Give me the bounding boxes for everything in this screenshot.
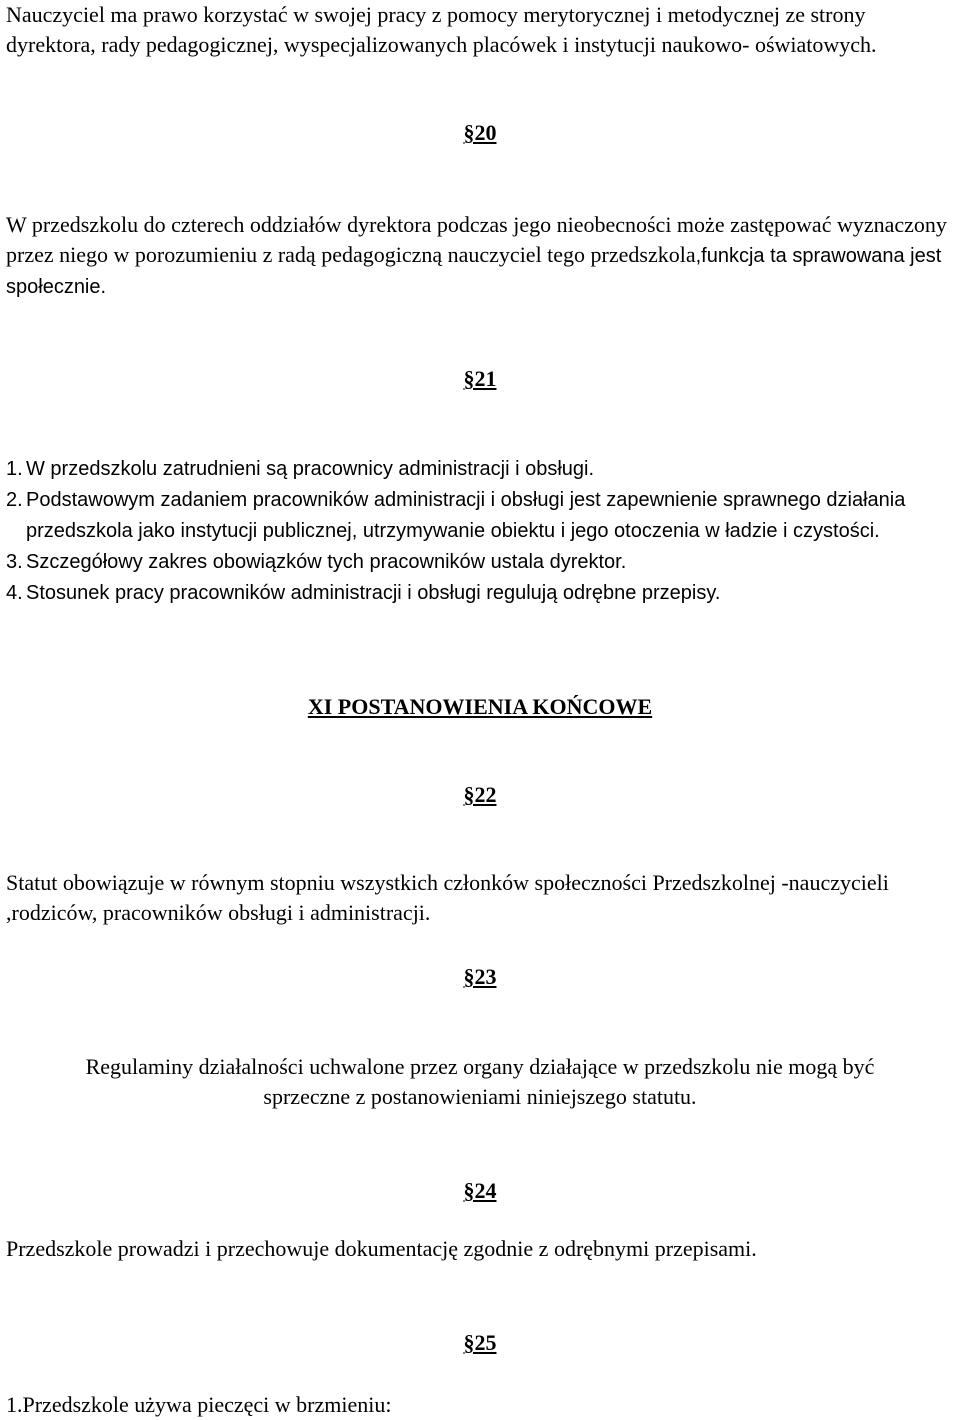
list-item: 3. Szczegółowy zakres obowiązków tych pracowników ustala dyrektor. <box>6 551 627 573</box>
section-20-heading: §20 <box>463 120 497 145</box>
paragraph-20-tail: ,funkcja ta sprawowana jest społecznie. <box>6 245 942 298</box>
list-item: 2. Podstawowym zadaniem pracowników administracji i obsługi jest zapewnienie sprawnego działania przedszkola jako instytucji publicznej, utrzymywanie obiektu i jego otoczenia w ładzie i czystości. <box>6 489 906 542</box>
section-24-heading: §24 <box>463 1178 497 1203</box>
paragraph-25: 1.Przedszkole używa pieczęci w brzmieniu: <box>6 1392 392 1417</box>
section-21-heading: §21 <box>463 366 497 391</box>
paragraph-23: Regulaminy działalności uchwalone przez organy działające w przedszkolu nie mogą być sprzeczne z postanowieniami niniejszego statutu. <box>85 1054 875 1109</box>
section-22-heading: §22 <box>463 782 497 807</box>
list-item: 4. Stosunek pracy pracowników administracji i obsługi regulują odrębne przepisy. <box>6 582 721 604</box>
paragraph-20 <box>6 210 956 302</box>
paragraph-top: Nauczyciel ma prawo korzystać w swojej pracy z pomocy merytorycznej i metodycznej ze strony dyrektora, rady pedagogicznej, wyspecjalizowanych placówek i instytucji naukowo- oświatowych. <box>6 2 877 57</box>
paragraph-20-main: W przedszkolu do czterech oddziałów dyrektora podczas jego nieobecności może zastępować wyznaczony przez niego w porozumieniu z radą pedagogiczną nauczyciel tego przedszkola <box>6 212 947 267</box>
section-23-heading: §23 <box>463 964 497 989</box>
chapter-heading: XI POSTANOWIENIA KOŃCOWE <box>307 694 653 719</box>
paragraph-22: Statut obowiązuje w równym stopniu wszystkich członków społeczności Przedszkolnej -nauczycieli ,rodziców, pracowników obsługi i administracji. <box>6 870 889 925</box>
section-21-list <box>6 454 956 609</box>
section-25-heading: §25 <box>463 1330 497 1355</box>
list-item: 1. W przedszkolu zatrudnieni są pracownicy administracji i obsługi. <box>6 458 595 480</box>
paragraph-24: Przedszkole prowadzi i przechowuje dokumentację zgodnie z odrębnymi przepisami. <box>6 1236 757 1261</box>
